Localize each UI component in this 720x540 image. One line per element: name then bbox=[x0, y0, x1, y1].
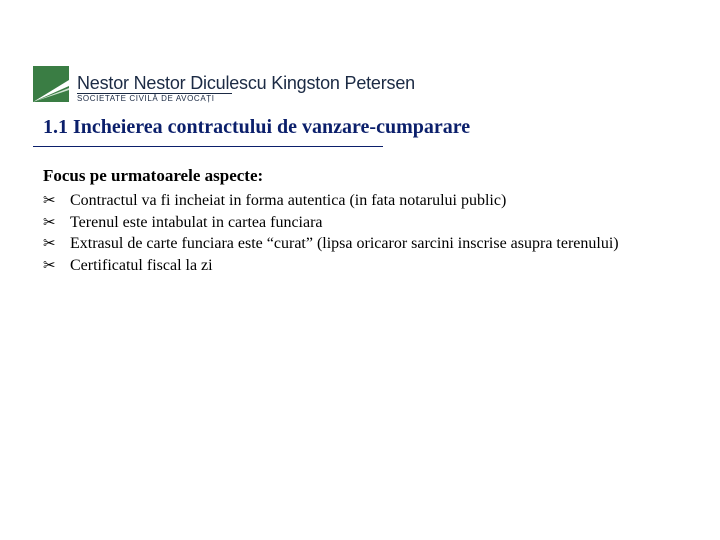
scissors-icon: ✂ bbox=[43, 255, 56, 274]
firm-logo-mark bbox=[33, 66, 69, 102]
firm-logo bbox=[33, 66, 415, 104]
list-item bbox=[43, 212, 643, 234]
list-item bbox=[43, 233, 643, 255]
firm-subtitle: SOCIETATE CIVILĂ DE AVOCAȚI bbox=[77, 94, 215, 103]
list-item bbox=[43, 255, 643, 277]
bullet-text: Extrasul de carte funciara este “curat” (lipsa oricaror sarcini inscrise asupra terenului) bbox=[70, 235, 619, 252]
scissors-icon: ✂ bbox=[43, 234, 56, 252]
firm-name: Nestor Nestor Diculescu Kingston Petersen bbox=[77, 73, 415, 93]
bullet-text: Contractul va fi incheiat in forma autentica (in fata notarului public) bbox=[70, 192, 507, 209]
title-divider bbox=[33, 146, 383, 147]
focus-heading: Focus pe urmatoarele aspecte: bbox=[43, 166, 264, 185]
bullet-list bbox=[43, 190, 643, 276]
list-item bbox=[43, 190, 643, 212]
slide-title: 1.1 Incheierea contractului de vanzare-cumparare bbox=[43, 116, 471, 138]
scissors-icon: ✂ bbox=[43, 191, 56, 209]
bullet-text: Certificatul fiscal la zi bbox=[70, 256, 213, 274]
scissors-icon: ✂ bbox=[43, 212, 56, 231]
bullet-text: Terenul este intabulat in cartea funciara bbox=[70, 213, 323, 231]
